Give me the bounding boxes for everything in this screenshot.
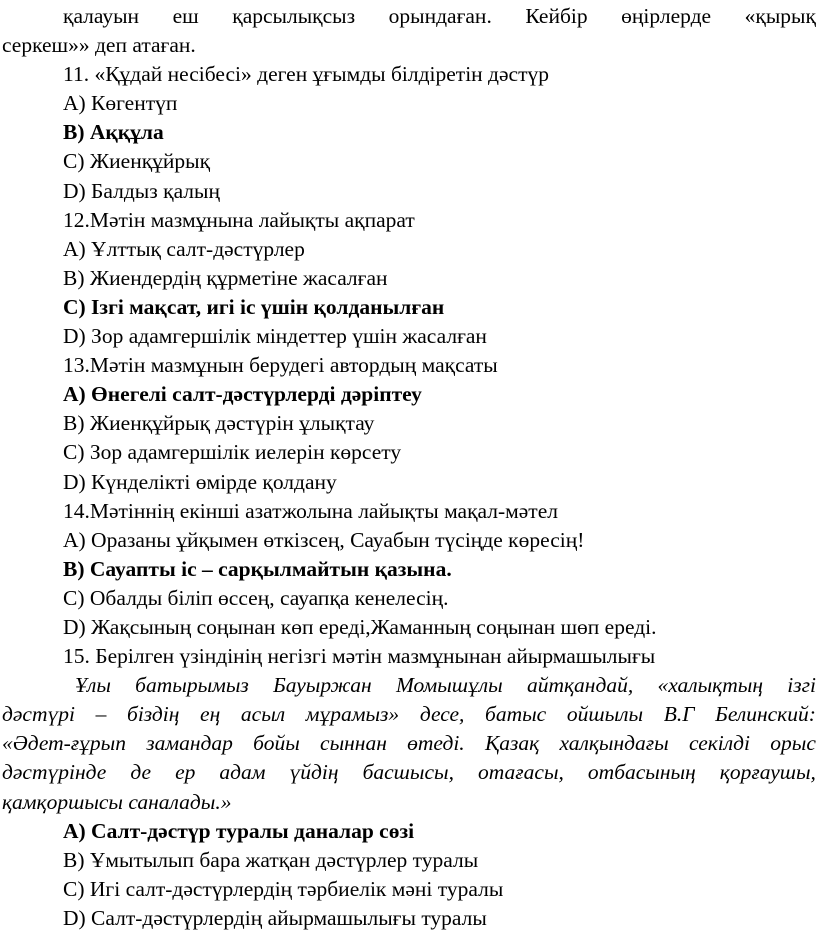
question-14: 14.Мәтіннің екінші азатжолына лайықты мақал-мәтел <box>63 498 558 523</box>
q14-option-a: А) Оразаны ұйқымен өткізсең, Сауабын түсіңде көресің! <box>63 527 585 552</box>
question-15: 15. Берілген үзіндінің негізгі мәтін мазмұнынан айырмашылығы <box>63 644 656 669</box>
quote-word: де <box>130 760 152 785</box>
quote-word: секілді <box>688 731 751 756</box>
q11-option-a: А) Көгентүп <box>63 91 178 116</box>
intro-word: Кейбір <box>525 4 588 28</box>
quote-word: қорғаушы, <box>719 760 816 785</box>
quote-line-3 <box>0 729 816 758</box>
quote-word: десе, <box>419 702 465 727</box>
q14-option-d: D) Жақсының соңынан көп ереді,Жаманның соңынан шөп ереді. <box>63 614 657 639</box>
quote-line-4 <box>0 758 816 787</box>
quote-word: ізгі <box>787 673 816 698</box>
q15-option-d: D) Салт-дәстүрлердің айырмашылығы туралы <box>63 905 487 930</box>
q14-option-b-answer: В) Сауапты іс – сарқылмайтын қазына. <box>63 556 452 581</box>
quote-word: «Әдет-ғұрып <box>2 731 126 756</box>
quote-word: бойы <box>253 731 300 756</box>
quote-word: Белинский: <box>715 702 816 727</box>
quote-word: үйдің <box>289 760 339 785</box>
quote-word: дәстүрінде <box>2 760 107 785</box>
quote-word: басшысы, <box>362 760 454 785</box>
quote-word: Ұлы <box>75 673 111 698</box>
q13-option-a-answer: А) Өнегелі салт-дәстүрлерді дәріптеу <box>63 382 422 407</box>
question-12: 12.Мәтін мазмұнына лайықты ақпарат <box>63 207 415 232</box>
quote-word: «халықтың <box>657 673 763 698</box>
question-13: 13.Мәтін мазмұнын берудегі автордың мақсаты <box>63 353 498 378</box>
quote-word: отағасы, <box>477 760 564 785</box>
quote-word: адам <box>219 760 266 785</box>
quote-word: батырымыз <box>135 673 249 698</box>
quote-word: В.Г <box>663 702 695 727</box>
quote-word: батыс <box>485 702 547 727</box>
quote-word: айтқандай, <box>526 673 634 698</box>
quote-word: ер <box>175 760 196 785</box>
quote-word: асыл <box>240 702 286 727</box>
quote-line-1 <box>0 671 816 700</box>
quote-word: өтеді. <box>407 731 465 756</box>
quote-word: ойшылы <box>566 702 644 727</box>
question-11: 11. «Құдай несібесі» деген ұғымды білдіретін дәстүр <box>63 62 549 87</box>
q12-option-b: В) Жиендердің құрметіне жасалған <box>63 265 388 290</box>
q15-option-a-answer: А) Салт-дәстүр туралы даналар сөзі <box>63 818 415 843</box>
quote-word: мұрамыз» <box>305 702 400 727</box>
q14-option-c: С) Обалды біліп өссең, сауапқа кенелесің. <box>63 585 449 610</box>
quote-word: отбасының <box>587 760 696 785</box>
intro-word: өңірлерде <box>621 4 712 28</box>
quote-word: біздің <box>127 702 180 727</box>
q13-option-b: В) Жиенқұйрық дәстүрін ұлықтау <box>63 411 375 436</box>
intro-word: орындаған. <box>388 4 492 28</box>
quote-word: Бауыржан <box>273 673 372 698</box>
intro-word: «қырық <box>744 4 816 28</box>
q13-option-d: D) Күнделікті өмірде қолдану <box>63 469 337 494</box>
q11-option-c: С) Жиенқұйрық <box>63 149 211 174</box>
quote-line-5: қамқоршысы саналады.» <box>2 789 232 814</box>
q15-option-b: В) Ұмытылып бара жатқан дәстүрлер туралы <box>63 847 479 872</box>
q12-option-c-answer: С) Ізгі мақсат, игі іс үшін қолданылған <box>63 294 445 319</box>
intro-line-2: серкеш»» деп атаған. <box>2 33 196 58</box>
q11-option-b-answer: В) Аққұла <box>63 120 164 145</box>
quote-word: дәстүрі <box>2 702 75 727</box>
q12-option-a: А) Ұлттық салт-дәстүрлер <box>63 236 305 261</box>
quote-line-2 <box>0 700 816 729</box>
quote-word: замандар <box>146 731 233 756</box>
quote-word: Қазақ <box>484 731 540 756</box>
quote-word: сыннан <box>320 731 387 756</box>
intro-line-1 <box>0 2 816 31</box>
quote-word: халқындағы <box>559 731 669 756</box>
document-page <box>0 2 816 933</box>
q12-option-d: D) Зор адамгершілік міндеттер үшін жасалған <box>63 324 487 349</box>
quote-word: ең <box>200 702 221 727</box>
q13-option-c: С) Зор адамгершілік иелерін көрсету <box>63 440 402 465</box>
intro-word: еш <box>172 4 199 28</box>
quote-word: орыс <box>770 731 816 756</box>
quote-word: – <box>95 702 107 727</box>
intro-word: қарсылықсыз <box>232 4 356 28</box>
q15-option-c: С) Игі салт-дәстүрлердің тәрбиелік мәні туралы <box>63 876 504 901</box>
intro-word: қалауын <box>63 4 140 28</box>
quote-word: Момышұлы <box>395 673 503 698</box>
q11-option-d: D) Балдыз қалың <box>63 178 220 203</box>
